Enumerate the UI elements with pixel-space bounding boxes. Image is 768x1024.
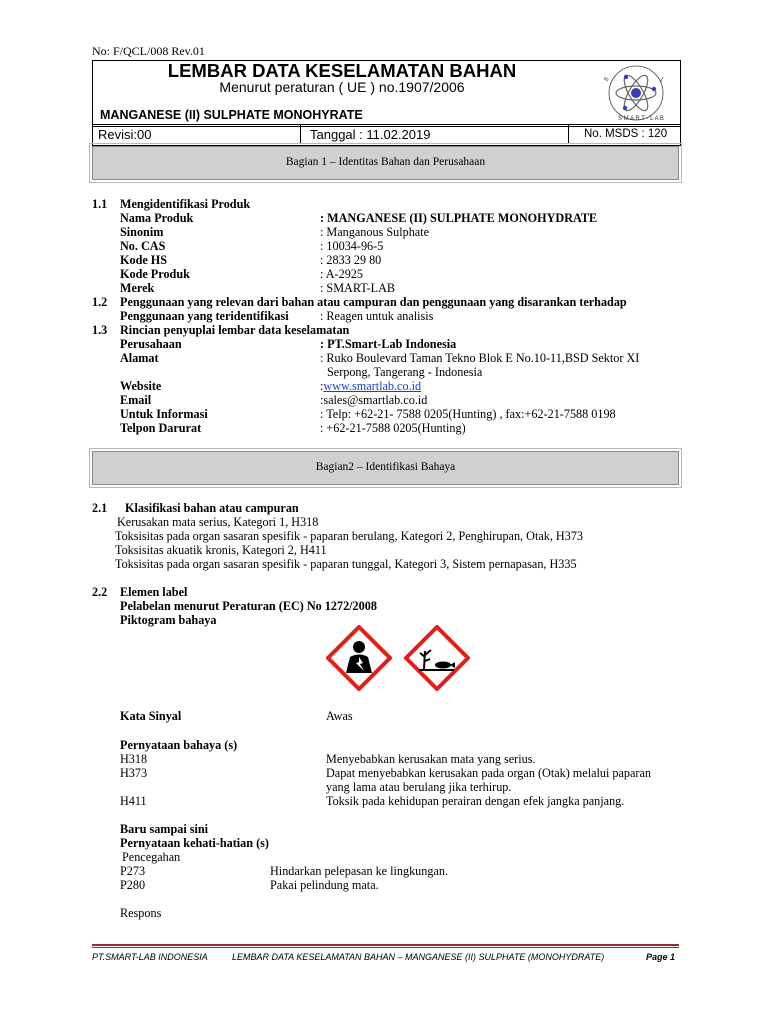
field-label: Merek (120, 281, 155, 295)
field-label: Kode HS (120, 253, 168, 267)
footer-divider-thin (92, 947, 679, 948)
document-number: No: F/QCL/008 Rev.01 (92, 44, 205, 58)
field-label: Perusahaan (120, 337, 182, 351)
field-value-address-line-2: Serpong, Tangerang - Indonesia (327, 365, 483, 379)
svg-text:S M A R T · L A B: S M A R T · L A B (618, 116, 664, 122)
website-link[interactable]: www.smartlab.co.id (323, 379, 422, 393)
section-number-1-2: 1.2 (92, 295, 108, 309)
field-value-company: : PT.Smart-Lab Indonesia (320, 337, 457, 351)
classification-item: Toksisitas akuatik kronis, Kategori 2, H411 (115, 543, 327, 557)
footer-page-number: Page 1 (646, 952, 676, 962)
smart-lab-logo (596, 62, 676, 124)
precautionary-statements-heading: Pernyataan kehati-hatian (s) (120, 836, 269, 850)
field-value-product-name: : MANGANESE (II) SULPHATE MONOHYDRATE (320, 211, 598, 225)
section-number-2-1: 2.1 (92, 501, 108, 515)
product-name-header: MANGANESE (II) SULPHATE MONOHYRATE (100, 108, 363, 122)
hazard-text: Menyebabkan kerusakan mata yang serius. (326, 752, 536, 766)
classification-item: Toksisitas pada organ sasaran spesifik - paparan berulang, Kategori 2, Penghirupan, Otak, H373 (115, 529, 584, 543)
precaution-text: Pakai pelindung mata. (270, 878, 379, 892)
field-value-email: :sales@smartlab.co.id (320, 393, 428, 407)
revision-date: Tanggal : 11.02.2019 (310, 127, 431, 142)
field-value-address: : Ruko Boulevard Taman Tekno Blok E No.10-11,BSD Sektor XI (320, 351, 640, 365)
svg-text:S: S (603, 76, 611, 84)
field-label: Untuk Informasi (120, 407, 208, 421)
heading-relevant-use: Penggunaan yang relevan dari bahan atau campuran dan penggunaan yang disarankan terhadap (120, 295, 627, 309)
field-value-synonym: : Manganous Sulphate (320, 225, 429, 239)
field-value-brand: : SMART-LAB (320, 281, 396, 295)
document-title: LEMBAR DATA KESELAMATAN BAHAN (167, 60, 517, 81)
field-value-contact-info: : Telp: +62-21- 7588 0205(Hunting) , fax:+62-21-7588 0198 (320, 407, 616, 421)
hazard-text: Dapat menyebabkan kerusakan pada organ (Otak) melalui paparan (326, 766, 651, 780)
msds-number: No. MSDS : 120 (584, 128, 668, 140)
precaution-code: P273 (120, 864, 146, 878)
field-value-hs-code: : 2833 29 80 (320, 253, 382, 267)
heading-identification: Mengidentifikasi Produk (120, 197, 251, 211)
field-label: No. CAS (120, 239, 166, 253)
classification-item: Toksisitas pada organ sasaran spesifik - paparan tunggal, Kategori 3, Sistem pernapasan, H335 (115, 557, 577, 571)
precaution-text: Hindarkan pelepasan ke lingkungan. (270, 864, 449, 878)
website-colon: : (320, 379, 324, 393)
document-subtitle: Menurut peraturan ( UE ) no.1907/2006 (219, 79, 465, 95)
svg-text:L: L (658, 76, 666, 84)
field-value-cas: : 10034-96-5 (320, 239, 384, 253)
signal-word-label: Kata Sinyal (120, 709, 182, 723)
heading-classification: Klasifikasi bahan atau campuran (125, 501, 299, 515)
ghs09-environment-icon (404, 625, 470, 691)
hazard-text: Toksik pada kehidupan perairan dengan efek jangka panjang. (326, 794, 625, 808)
field-value-product-code: : A-2925 (320, 267, 363, 281)
field-label: Kode Produk (120, 267, 190, 281)
heading-supplier-details: Rincian penyuplai lembar data keselamatan (120, 323, 350, 337)
field-label: Penggunaan yang teridentifikasi (120, 309, 289, 323)
footer-company: PT.SMART-LAB INDONESIA (92, 952, 208, 962)
hazard-code: H373 (120, 766, 148, 780)
hazard-code: H318 (120, 752, 148, 766)
section-2-header: Bagian2 – Identifikasi Bahaya (92, 451, 679, 485)
heading-label-elements: Elemen label (120, 585, 188, 599)
field-label: Alamat (120, 351, 159, 365)
hazard-text-continued: yang lama atau berulang jika terhirup. (326, 780, 512, 794)
field-value-emergency-phone: : +62-21-7588 0205(Hunting) (320, 421, 466, 435)
footer-divider (92, 944, 679, 946)
field-label: Website (120, 379, 162, 393)
field-label: Nama Produk (120, 211, 194, 225)
footer-document-title: LEMBAR DATA KESELAMATAN BAHAN – MANGANESE (II) SULPHATE (MONOHYDRATE) (232, 952, 605, 962)
hazard-statements-heading: Pernyataan bahaya (s) (120, 738, 238, 752)
field-label: Telpon Darurat (120, 421, 202, 435)
section-number-1-3: 1.3 (92, 323, 108, 337)
precaution-code: P280 (120, 878, 146, 892)
section-number-1-1: 1.1 (92, 197, 108, 211)
section-1-header: Bagian 1 – Identitas Bahan dan Perusahaan (92, 146, 679, 180)
section-number-2-2: 2.2 (92, 585, 108, 599)
new-until-here-note: Baru sampai sini (120, 822, 209, 836)
atom-logo-icon (596, 62, 676, 124)
heading-pictograms: Piktogram bahaya (120, 613, 217, 627)
heading-labelling-regulation: Pelabelan menurut Peraturan (EC) No 1272/2008 (120, 599, 377, 613)
field-label: Sinonim (120, 225, 164, 239)
prevention-subheading: Pencegahan (122, 850, 181, 864)
field-value-identified-use: : Reagen untuk analisis (320, 309, 434, 323)
field-label: Email (120, 393, 152, 407)
ghs08-health-hazard-icon (326, 625, 392, 691)
classification-item: Kerusakan mata serius, Kategori 1, H318 (117, 515, 319, 529)
signal-word-value: Awas (326, 709, 353, 723)
field-value-website (320, 379, 421, 393)
revision-number: Revisi:00 (98, 127, 152, 142)
response-subheading: Respons (120, 906, 162, 920)
hazard-code: H411 (120, 794, 147, 808)
